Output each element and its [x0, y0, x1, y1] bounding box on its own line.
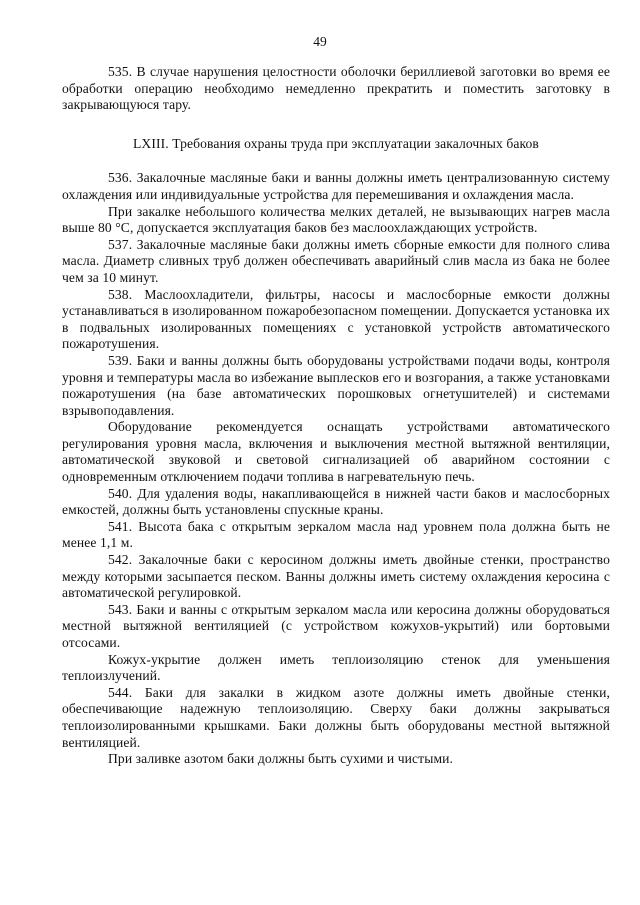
- paragraph-539: 539. Баки и ванны должны быть оборудованы устройствами подачи воды, контроля уровня и температуры масла во избежание выплесков его и возгорания, а также установками пожаротушения (на базе автоматических порошковых огнетушителей) и системами взрывоподавления.: [62, 352, 610, 418]
- paragraph-537: 537. Закалочные масляные баки должны иметь сборные емкости для полного слива масла. Диаметр сливных труб должен обеспечивать аварийный слив масла из бака не более чем за 10 минут.: [62, 236, 610, 285]
- paragraph-538: 538. Маслоохладители, фильтры, насосы и маслосборные емкости должны устанавливаться в изолированном пожаробезопасном помещении. Допускается установка их в подвальных изолированных помещениях с установкой устройств автоматического пожаротушения.: [62, 286, 610, 352]
- page-number: 49: [313, 34, 327, 49]
- paragraph-541: 541. Высота бака с открытым зеркалом масла над уровнем пола должна быть не менее 1,1 м.: [62, 518, 610, 551]
- paragraph-543: 543. Баки и ванны с открытым зеркалом масла или керосина должны оборудоваться местной вытяжной вентиляцией (с устройством кожухов-укрытий) или бортовыми отсосами.: [62, 601, 610, 650]
- paragraph-544: 544. Баки для закалки в жидком азоте должны иметь двойные стенки, обеспечивающие надежную теплоизоляцию. Сверху баки должны закрываться теплоизолированными крышками. Баки должны быть оборудованы местной вытяжной вентиляцией.: [62, 684, 610, 750]
- paragraph-536-note: При закалке небольшого количества мелких деталей, не вызывающих нагрев масла выше 80 °С, допускается эксплуатация баков без маслоохлаждающих устройств.: [62, 203, 610, 236]
- section-heading: LXIII. Требования охраны труда при эксплуатации закалочных баков: [133, 135, 539, 151]
- paragraph-542: 542. Закалочные баки с керосином должны иметь двойные стенки, пространство между которыми засыпается песком. Ванны должны иметь систему охлаждения керосина с автоматической регулировкой.: [62, 552, 610, 601]
- document-body: [62, 64, 610, 768]
- paragraph-539-recommendation: Оборудование рекомендуется оснащать устройствами автоматического регулирования уровня масла, включения и выключения местной вытяжной вентиляции, автоматической звуковой и световой сигнализацией об аварийном состоянии с одновременным отключением подачи топлива в нагревательную печь.: [62, 419, 610, 485]
- paragraph-536: 536. Закалочные масляные баки и ванны должны иметь централизованную систему охлаждения или индивидуальные устройства для перемешивания и охлаждения масла.: [62, 170, 610, 202]
- paragraph-543-note: Кожух-укрытие должен иметь теплоизоляцию стенок для уменьшения теплоизлучений.: [62, 651, 610, 684]
- paragraph-540: 540. Для удаления воды, накапливающейся в нижней части баков и маслосборных емкостей, должны быть установлены спускные краны.: [62, 485, 610, 518]
- paragraph-544-note: При заливке азотом баки должны быть сухими и чистыми.: [108, 751, 454, 767]
- paragraph-535: 535. В случае нарушения целостности оболочки бериллиевой заготовки во время ее обработки операцию необходимо немедленно прекратить и поместить заготовку в закрывающуюся тару.: [62, 64, 610, 113]
